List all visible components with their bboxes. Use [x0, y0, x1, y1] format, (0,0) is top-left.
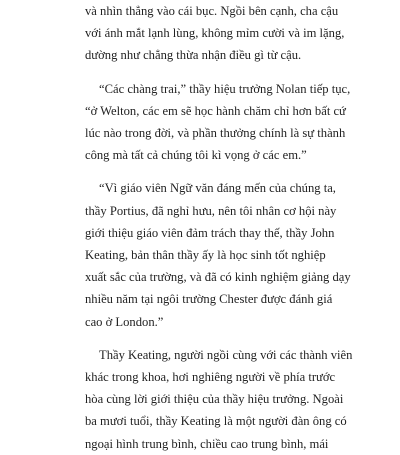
text-line: xuất sắc của trường, và đã có kinh nghiệm giảng dạy — [85, 270, 351, 285]
text-line: dường như chẳng thừa nhận điều gì từ cậu. — [85, 48, 302, 63]
text-line: giới thiệu giáo viên đảm trách thay thế, thầy John — [85, 225, 335, 240]
text-line: cao ở London.” — [85, 314, 164, 329]
paragraph-3 — [85, 177, 351, 332]
text-line: hòa cùng lời giới thiệu của thầy hiệu trưởng. Ngoài — [85, 392, 344, 407]
paragraph-2 — [85, 78, 351, 167]
paragraph-1 — [85, 0, 345, 67]
text-line: công mà tất cả chúng tôi kì vọng ở các em.” — [85, 148, 307, 163]
text-line: Thầy Keating, người ngồi cùng với các thành viên — [99, 347, 353, 362]
text-line: khác trong khoa, hơi nghiêng người về phía trước — [85, 370, 336, 385]
paragraph-4 — [85, 344, 353, 455]
book-page — [85, 0, 353, 451]
text-line: lúc nào trong đời, và phần thưởng chính là sự thành — [85, 126, 346, 141]
text-line: ba mươi tuổi, thầy Keating là một người đàn ông có — [85, 414, 347, 429]
text-line: ngoại hình trung bình, chiều cao trung bình, mái — [85, 436, 329, 451]
text-line: “Vì giáo viên Ngữ văn đáng mến của chúng ta, — [99, 181, 336, 196]
text-line: Keating, bản thân thầy ấy là học sinh tốt nghiệp — [85, 248, 326, 263]
text-line: nhiều năm tại ngôi trường Chester được đánh giá — [85, 292, 333, 307]
text-line: và nhìn thẳng vào cái bục. Ngồi bên cạnh, cha cậu — [85, 4, 339, 18]
text-line: “Các chàng trai,” thầy hiệu trưởng Nolan tiếp tục, — [99, 81, 351, 96]
text-line: “ở Welton, các em sẽ học hành chăm chỉ hơn bất cứ — [85, 103, 346, 118]
text-line: với ánh mắt lạnh lùng, không mỉm cười và im lặng, — [85, 26, 345, 41]
text-line: thầy Portius, đã nghỉ hưu, nên tôi nhân cơ hội này — [85, 203, 337, 218]
